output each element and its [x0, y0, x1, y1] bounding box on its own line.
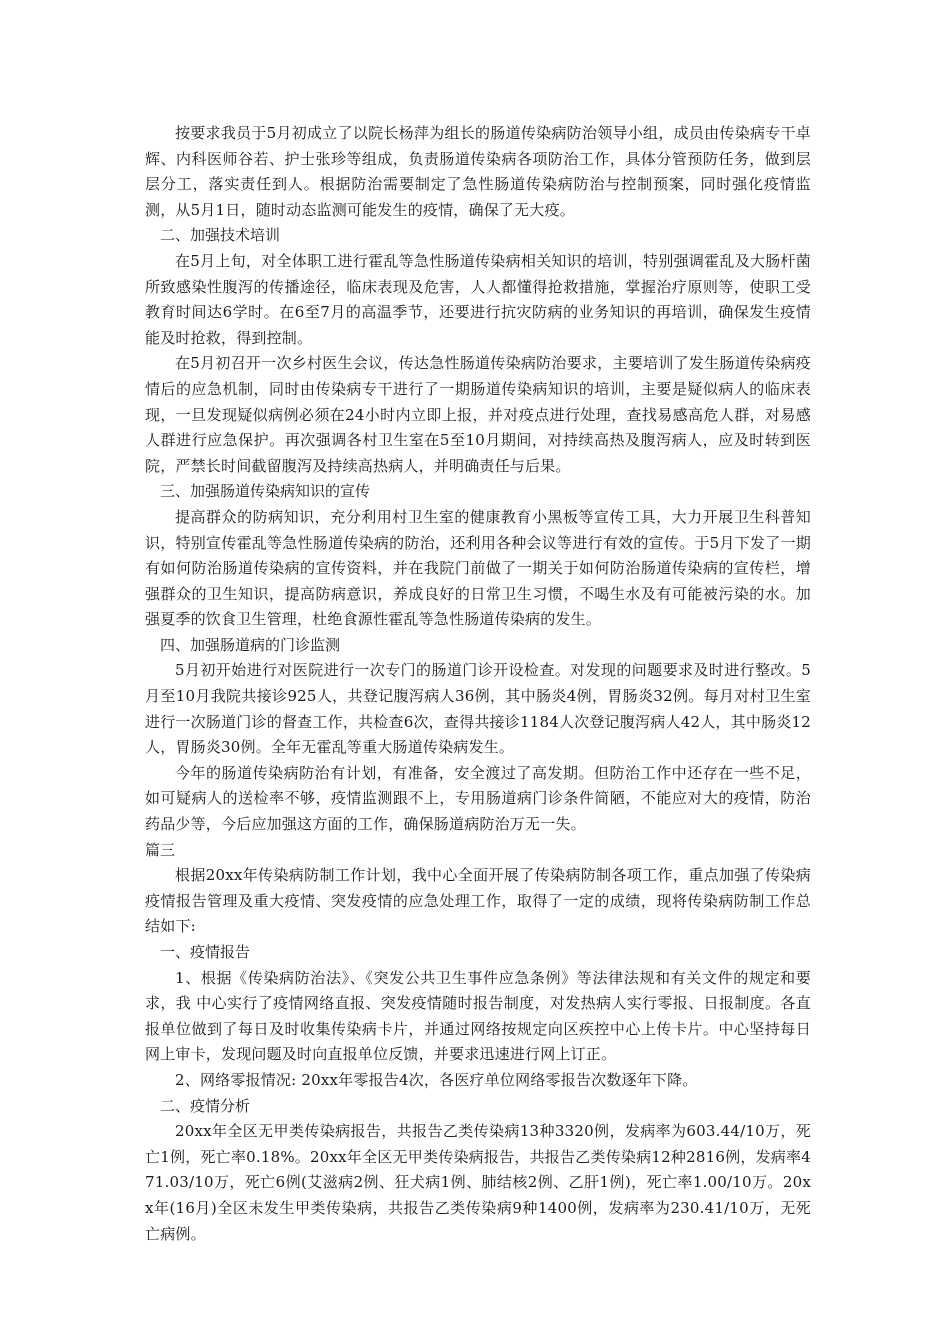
paragraph: 1、根据《传染病防治法》、《突发公共卫生事件应急条例》等法律法规和有关文件的规定和要求，我 中心实行了疫情网络直报、突发疫情随时报告制度，对发热病人实行零报、日报制度。各直报单位做到了每日及时收集传染病卡片，并通过网络按规定向区疾控中心上传卡片。中心坚持每日网上审卡，发现问题及时向直报单位反馈，并要求迅速进行网上订正。	[145, 968, 811, 1064]
document-body	[145, 121, 811, 1247]
section-heading: 四、加强肠道病的门诊监测	[160, 635, 341, 654]
paragraph: 2、网络零报情况: 20xx年零报告4次，各医疗单位网络零报告次数逐年下降。	[175, 1070, 698, 1089]
section-heading: 一、疫情报告	[160, 943, 251, 961]
paragraph: 按要求我员于5月初成立了以院长杨萍为组长的肠道传染病防治领导小组，成员由传染病专干卓辉、内科医师谷若、护士张珍等组成，负责肠道传染病各项防治工作，具体分管预防任务，做到层层分工，落实责任到人。根据防治需要制定了急性肠道传染病防治与控制预案，同时强化疫情监测，从5月1日，随时动态监测可能发生的疫情，确保了无大疫。	[145, 124, 811, 219]
section-heading: 二、加强技术培训	[160, 226, 281, 245]
section-heading: 二、疫情分析	[160, 1096, 251, 1115]
part-label: 篇三	[145, 840, 176, 859]
paragraph: 在5月初召开一次乡村医生会议，传达急性肠道传染病防治要求，主要培训了发生肠道传染病疫情后的应急机制，同时由传染病专干进行了一期肠道传染病知识的培训，主要是疑似病人的临床表现，一旦发现疑似病例必须在24小时内立即上报，并对疫点进行处理，查找易感高危人群，对易感人群进行应急保护。再次强调各村卫生室在5至10月期间，对持续高热及腹泻病人，应及时转到医院，严禁长时间截留腹泻及持续高热病人，并明确责任与后果。	[145, 354, 811, 475]
paragraph: 20xx年全区无甲类传染病报告，共报告乙类传染病13种3320例，发病率为603.44/10万，死亡1例，死亡率0.18%。20xx年全区无甲类传染病报告，共报告乙类传染病12种2816例，发病率471.03/10万，死亡6例(艾滋病2例、狂犬病1例、肺结核2例、乙肝1例)，死亡率1.00/10万。20xx年(16月)全区未发生甲类传染病，共报告乙类传染病9种1400例，发病率为230.41/10万，无死亡病例。	[145, 1122, 811, 1243]
paragraph: 5月初开始进行对医院进行一次专门的肠道门诊开设检查。对发现的问题要求及时进行整改。5月至10月我院共接诊925人，共登记腹泻病人36例，其中肠炎4例，胃肠炎32例。每月对村卫生室进行一次肠道门诊的督查工作，共检查6次，查得共接诊1184人次登记腹泻病人42人，其中肠炎12人，胃肠炎30例。全年无霍乱等重大肠道传染病发生。	[145, 661, 811, 757]
paragraph: 提高群众的防病知识，充分利用村卫生室的健康教育小黑板等宣传工具，大力开展卫生科普知识，特别宣传霍乱等急性肠道传染病的防治，还利用各种会议等进行有效的宣传。于5月下发了一期有如何防治肠道传染病的宣传资料，并在我院门前做了一期关于如何防治肠道传染病的宣传栏，增强群众的卫生知识，提高防病意识，养成良好的日常卫生习惯，不喝生水及有可能被污染的水。加强夏季的饮食卫生管理，杜绝食源性霍乱等急性肠道传染病的发生。	[145, 507, 811, 629]
section-heading: 三、加强肠道传染病知识的宣传	[160, 482, 371, 501]
paragraph: 根据20xx年传染病防制工作计划，我中心全面开展了传染病防制各项工作，重点加强了传染病疫情报告管理及重大疫情、突发疫情的应急处理工作，取得了一定的成绩，现将传染病防制工作总结如下:	[145, 866, 811, 936]
paragraph: 今年的肠道传染病防治有计划，有准备，安全渡过了高发期。但防治工作中还存在一些不足，如可疑病人的送检率不够，疫情监测跟不上，专用肠道病门诊条件简陋，不能应对大的疫情，防治药品少等，今后应加强这方面的工作，确保肠道病防治万无一失。	[145, 763, 811, 834]
paragraph: 在5月上旬，对全体职工进行霍乱等急性肠道传染病相关知识的培训，特别强调霍乱及大肠杆菌所致感染性腹泻的传播途径，临床表现及危害，人人都懂得抢救措施，掌握治疗原则等，使职工受教育时间达6学时。在6至7月的高温季节，还要进行抗灾防病的业务知识的再培训，确保发生疫情能及时抢救，得到控制。	[145, 251, 811, 347]
